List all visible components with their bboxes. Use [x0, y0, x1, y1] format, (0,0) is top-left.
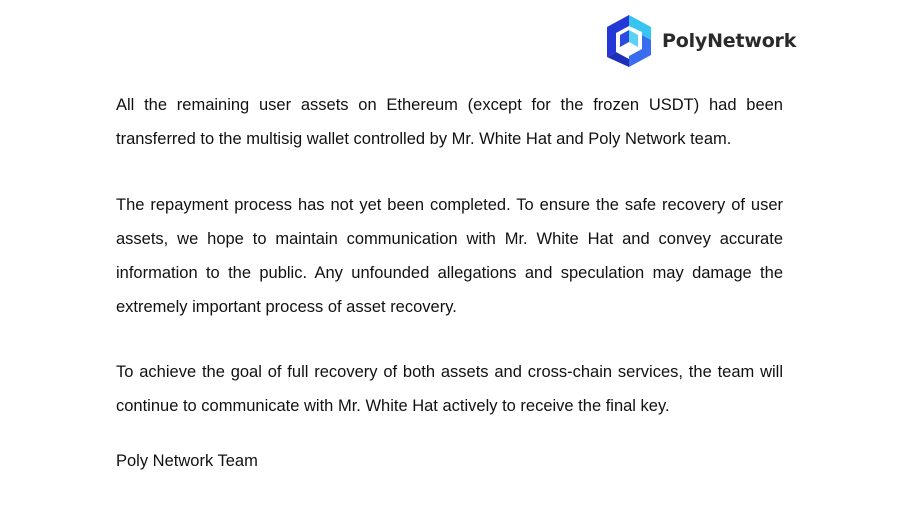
- statement-body: [116, 88, 783, 478]
- brand-name: PolyNetwork: [662, 30, 797, 52]
- brand-logo: [604, 14, 796, 68]
- polynetwork-cube-icon: [604, 14, 654, 68]
- paragraph-repayment-process: The repayment process has not yet been completed. To ensure the safe recovery of user assets, we hope to maintain communication with Mr. White Hat and convey accurate information to the public. Any unfounded allegations and speculation may damage the extremely important process of asset recovery.: [116, 196, 783, 316]
- signature: Poly Network Team: [116, 452, 258, 470]
- paragraph-assets-transferred: All the remaining user assets on Ethereum (except for the frozen USDT) had been transferred to the multisig wallet controlled by Mr. White Hat and Poly Network team.: [116, 96, 783, 148]
- paragraph-full-recovery-goal: To achieve the goal of full recovery of both assets and cross-chain services, the team will continue to communicate with Mr. White Hat actively to receive the final key.: [116, 363, 783, 415]
